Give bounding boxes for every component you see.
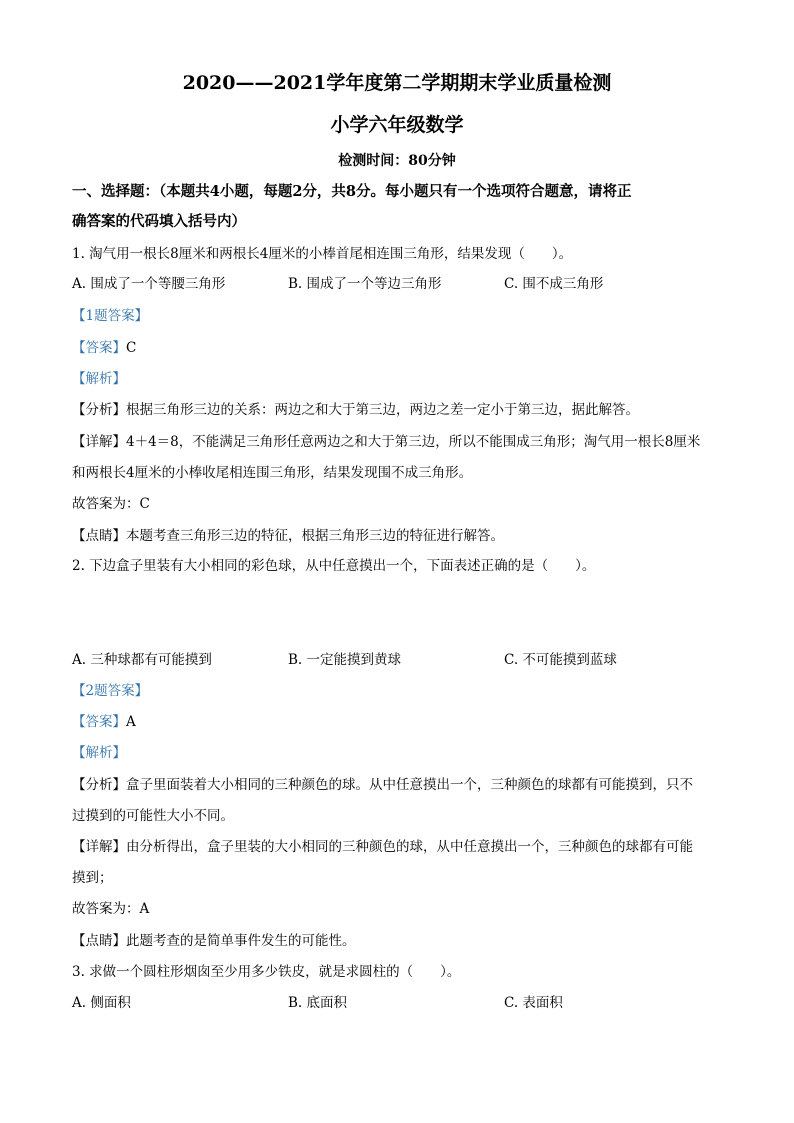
fenxi-label: 【分析】 [72, 402, 126, 418]
q1-dianjing [72, 526, 504, 546]
xiangjie-text: 由分析得出，盒子里装的大小相同的三种颜色的球，从中任意摸出一个，三种颜色的球都有可能 [126, 839, 693, 855]
q2-stem: 2. 下边盒子里装有大小相同的彩色球，从中任意摸出一个，下面表述正确的是（ ）。 [72, 558, 596, 574]
xiangjie-label: 【详解】 [72, 839, 126, 855]
xiangjie-text: 4＋4＝8，不能满足三角形任意两边之和大于第三边，所以不能围成三角形；淘气用一根长8厘米 [126, 434, 701, 450]
q1-fenxi [72, 400, 639, 420]
page-title: 2020——2021学年度第二学期期末学业质量检测 [182, 72, 612, 94]
q2-final-answer: 故答案为：A [72, 901, 150, 917]
q1-answer [72, 338, 136, 358]
q3-option-a: A. 侧面积 [72, 995, 131, 1011]
fenxi-text: 根据三角形三边的关系：两边之和大于第三边，两边之差一定小于第三边，据此解答。 [126, 402, 639, 418]
q1-stem: 1. 淘气用一根长8厘米和两根长4厘米的小棒首尾相连围三角形，结果发现（ ）。 [72, 246, 573, 262]
answer-label: 【答案】 [72, 340, 126, 356]
page-subtitle: 小学六年级数学 [330, 114, 464, 136]
q3-option-b: B. 底面积 [288, 995, 348, 1011]
q2-dianjing [72, 931, 356, 951]
q1-option-b: B. 围成了一个等边三角形 [288, 276, 442, 292]
q2-fenxi [72, 775, 693, 795]
q1-answer-tag: 【1题答案】 [72, 308, 149, 324]
q1-jiexi-tag: 【解析】 [72, 371, 126, 387]
q1-xiangjie [72, 432, 700, 452]
q2-fenxi-cont: 过摸到的可能性大小不同。 [72, 808, 234, 824]
q2-option-b: B. 一定能摸到黄球 [288, 652, 402, 668]
q3-stem: 3. 求做一个圆柱形烟囱至少用多少铁皮，就是求圆柱的（ ）。 [72, 964, 461, 980]
q1-xiangjie-cont: 和两根长4厘米的小棒收尾相连围三角形，结果发现围不成三角形。 [72, 465, 473, 481]
dianjing-text: 此题考查的是简单事件发生的可能性。 [126, 933, 356, 949]
q2-option-c: C. 不可能摸到蓝球 [504, 652, 617, 668]
exam-time: 检测时间：80分钟 [338, 153, 456, 169]
answer-value: A [126, 714, 136, 730]
q2-answer [72, 712, 136, 732]
q2-xiangjie-cont: 摸到； [72, 870, 113, 886]
answer-value: C [126, 340, 137, 356]
q2-xiangjie [72, 837, 693, 857]
q2-answer-tag: 【2题答案】 [72, 683, 149, 699]
q1-final-answer: 故答案为：C [72, 496, 150, 512]
section-heading-line1: 一、选择题：（本题共4小题，每题2分，共8分。每小题只有一个选项符合题意，请将正 [72, 183, 632, 200]
q2-jiexi-tag: 【解析】 [72, 745, 126, 761]
dianjing-text: 本题考查三角形三边的特征，根据三角形三边的特征进行解答。 [126, 528, 504, 544]
q1-option-a: A. 围成了一个等腰三角形 [72, 276, 226, 292]
q1-option-c: C. 围不成三角形 [504, 276, 604, 292]
q2-option-a: A. 三种球都有可能摸到 [72, 652, 212, 668]
answer-label: 【答案】 [72, 714, 126, 730]
dianjing-label: 【点睛】 [72, 933, 126, 949]
section-heading-line2: 确答案的代码填入括号内） [72, 213, 246, 230]
xiangjie-label: 【详解】 [72, 434, 126, 450]
q3-option-c: C. 表面积 [504, 995, 563, 1011]
fenxi-label: 【分析】 [72, 777, 126, 793]
dianjing-label: 【点睛】 [72, 528, 126, 544]
fenxi-text: 盒子里面装着大小相同的三种颜色的球。从中任意摸出一个，三种颜色的球都有可能摸到，只不 [126, 777, 693, 793]
